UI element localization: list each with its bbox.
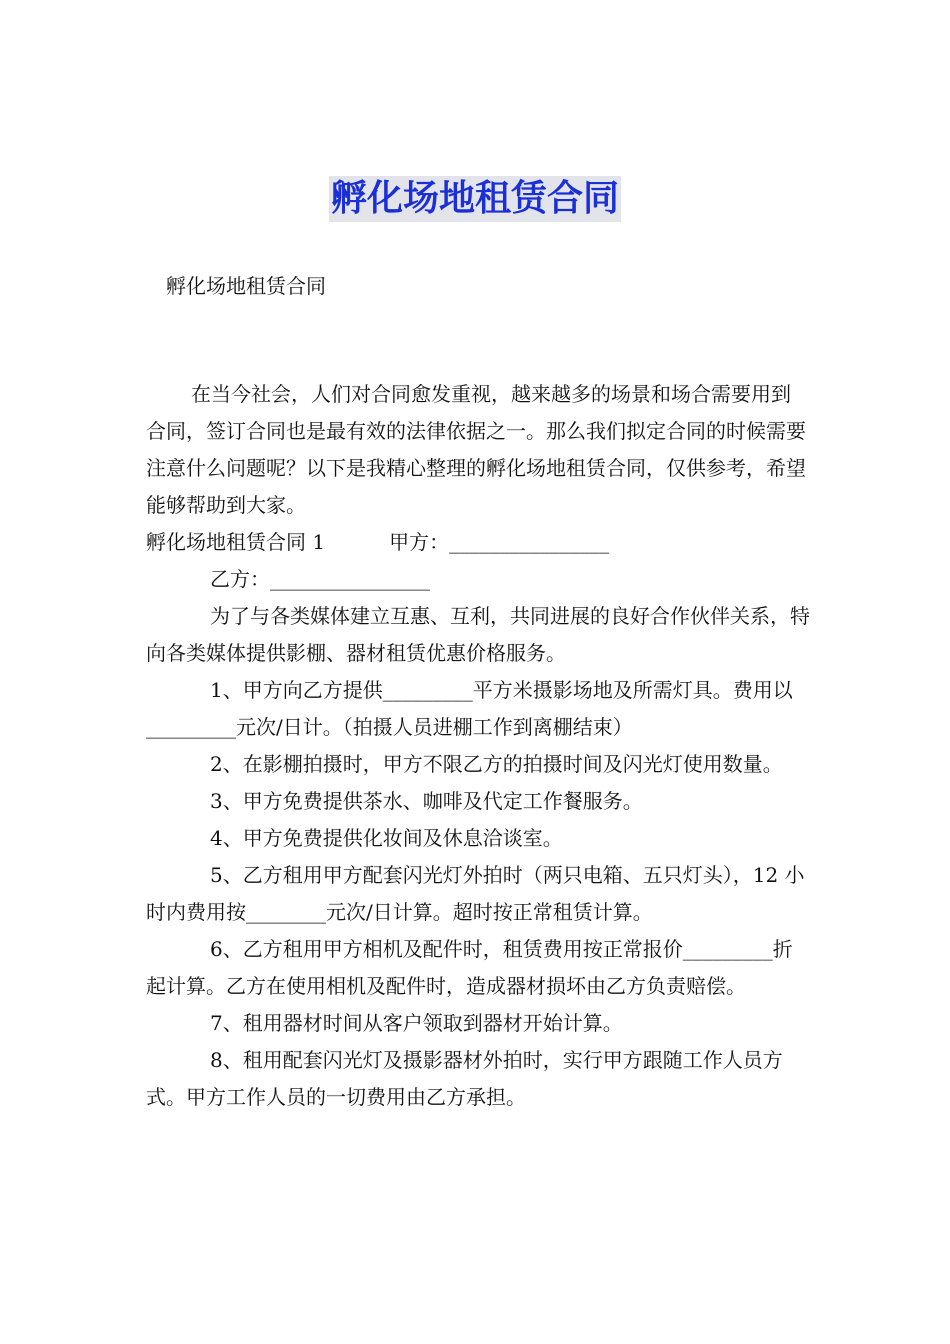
clause-item: 5、乙方租用甲方配套闪光灯外拍时（两只电箱、五只灯头），12 小时内费用按________元次/日计算。超时按正常租赁计算。 — [146, 863, 805, 924]
document-title: 孵化场地租赁合同 — [329, 176, 621, 222]
contract-heading-line — [146, 524, 810, 561]
document-subtitle: 孵化场地租赁合同 — [166, 274, 326, 298]
clause-item: 3、甲方免费提供茶水、咖啡及代定工作餐服务。 — [210, 789, 643, 813]
clause-item: 7、租用器材时间从客户领取到器材开始计算。 — [210, 1011, 623, 1035]
clause-item: 8、租用配套闪光灯及摄影器材外拍时，实行甲方跟随工作人员方式。甲方工作人员的一切费用由乙方承担。 — [146, 1048, 783, 1109]
clause-item: 2、在影棚拍摄时，甲方不限乙方的拍摄时间及闪光灯使用数量。 — [210, 752, 783, 776]
party-a-line: 甲方：________________ — [389, 530, 610, 554]
clause-item: 1、甲方向乙方提供_________平方米摄影场地及所需灯具。费用以_________元次/日计。（拍摄人员进棚工作到离棚结束） — [146, 678, 793, 739]
clause-item: 4、甲方免费提供化妆间及休息洽谈室。 — [210, 826, 563, 850]
title-block — [0, 176, 950, 222]
party-b-line: 乙方：________________ — [210, 567, 430, 591]
intro-paragraph: 在当今社会，人们对合同愈发重视，越来越多的场景和场合需要用到合同，签订合同也是最有效的法律依据之一。那么我们拟定合同的时候需要注意什么问题呢？以下是我精心整理的孵化场地租赁合同，仅供参考，希望能够帮助到大家。 — [146, 382, 806, 517]
clause-item: 6、乙方租用甲方相机及配件时，租赁费用按正常报价_________折起计算。乙方在使用相机及配件时，造成器材损坏由乙方负责赔偿。 — [146, 937, 793, 998]
contract-heading: 孵化场地租赁合同 1 — [146, 530, 326, 554]
document-body — [146, 376, 810, 1116]
preamble-paragraph: 为了与各类媒体建立互惠、互利，共同进展的良好合作伙伴关系，特向各类媒体提供影棚、器材租赁优惠价格服务。 — [146, 604, 810, 665]
